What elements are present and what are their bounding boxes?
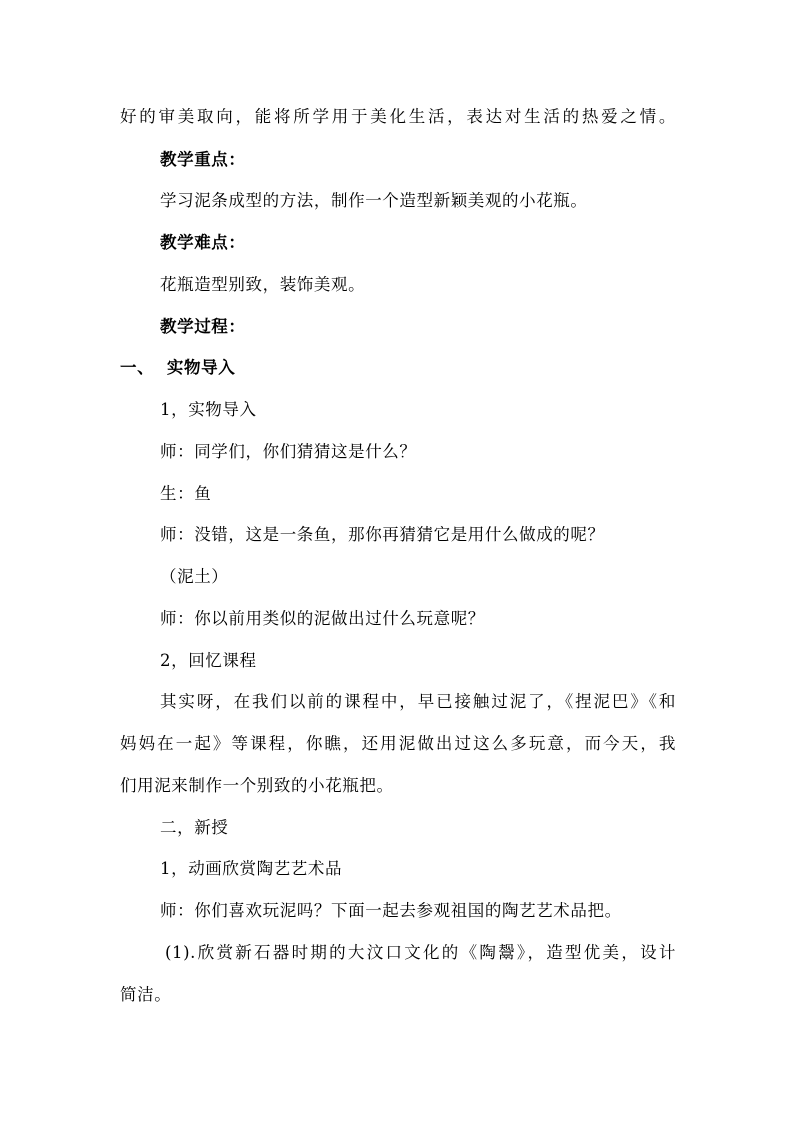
section-heading-process: 教学过程： xyxy=(160,317,246,336)
dialogue-line: 师：你们喜欢玩泥吗？下面一起去参观祖国的陶艺艺术品把。 xyxy=(160,901,622,920)
subheading-line: 1，动画欣赏陶艺艺术品 xyxy=(160,859,343,878)
paragraph-line: 花瓶造型别致，装饰美观。 xyxy=(160,275,366,294)
subheading-line: 1，实物导入 xyxy=(160,400,257,419)
dialogue-line: 师：没错，这是一条鱼，那你再猜猜它是用什么做成的呢？ xyxy=(160,525,605,544)
paragraph-line: 简洁。 xyxy=(120,985,172,1004)
section-heading-difficulties: 教学难点： xyxy=(160,233,246,252)
paragraph-line: (1).欣赏新石器时期的大汶口文化的《陶鬶》，造型优美，设计 xyxy=(165,943,676,962)
paragraph-line: 其实呀，在我们以前的课程中，早已接触过泥了，《捏泥巴》《和 xyxy=(160,692,676,711)
section-heading-intro: 一、 实物导入 xyxy=(120,358,236,377)
dialogue-line: 师：你以前用类似的泥做出过什么玩意呢？ xyxy=(160,609,485,628)
paragraph-line: 好的审美取向，能将所学用于美化生活，表达对生活的热爱之情。 xyxy=(120,107,676,126)
section-heading-new-lesson: 二，新授 xyxy=(160,818,229,837)
paragraph-line: 们用泥来制作一个别致的小花瓶把。 xyxy=(120,776,394,795)
subheading-line: 2，回忆课程 xyxy=(160,651,257,670)
dialogue-line: 生：鱼 xyxy=(160,484,212,503)
dialogue-line: （泥土） xyxy=(160,567,229,586)
dialogue-line: 师：同学们，你们猜猜这是什么？ xyxy=(160,442,417,461)
paragraph-line: 妈妈在一起》等课程，你瞧，还用泥做出过这么多玩意，而今天，我 xyxy=(120,734,676,753)
section-heading-key-points: 教学重点： xyxy=(160,150,246,169)
paragraph-line: 学习泥条成型的方法，制作一个造型新颖美观的小花瓶。 xyxy=(160,191,588,210)
